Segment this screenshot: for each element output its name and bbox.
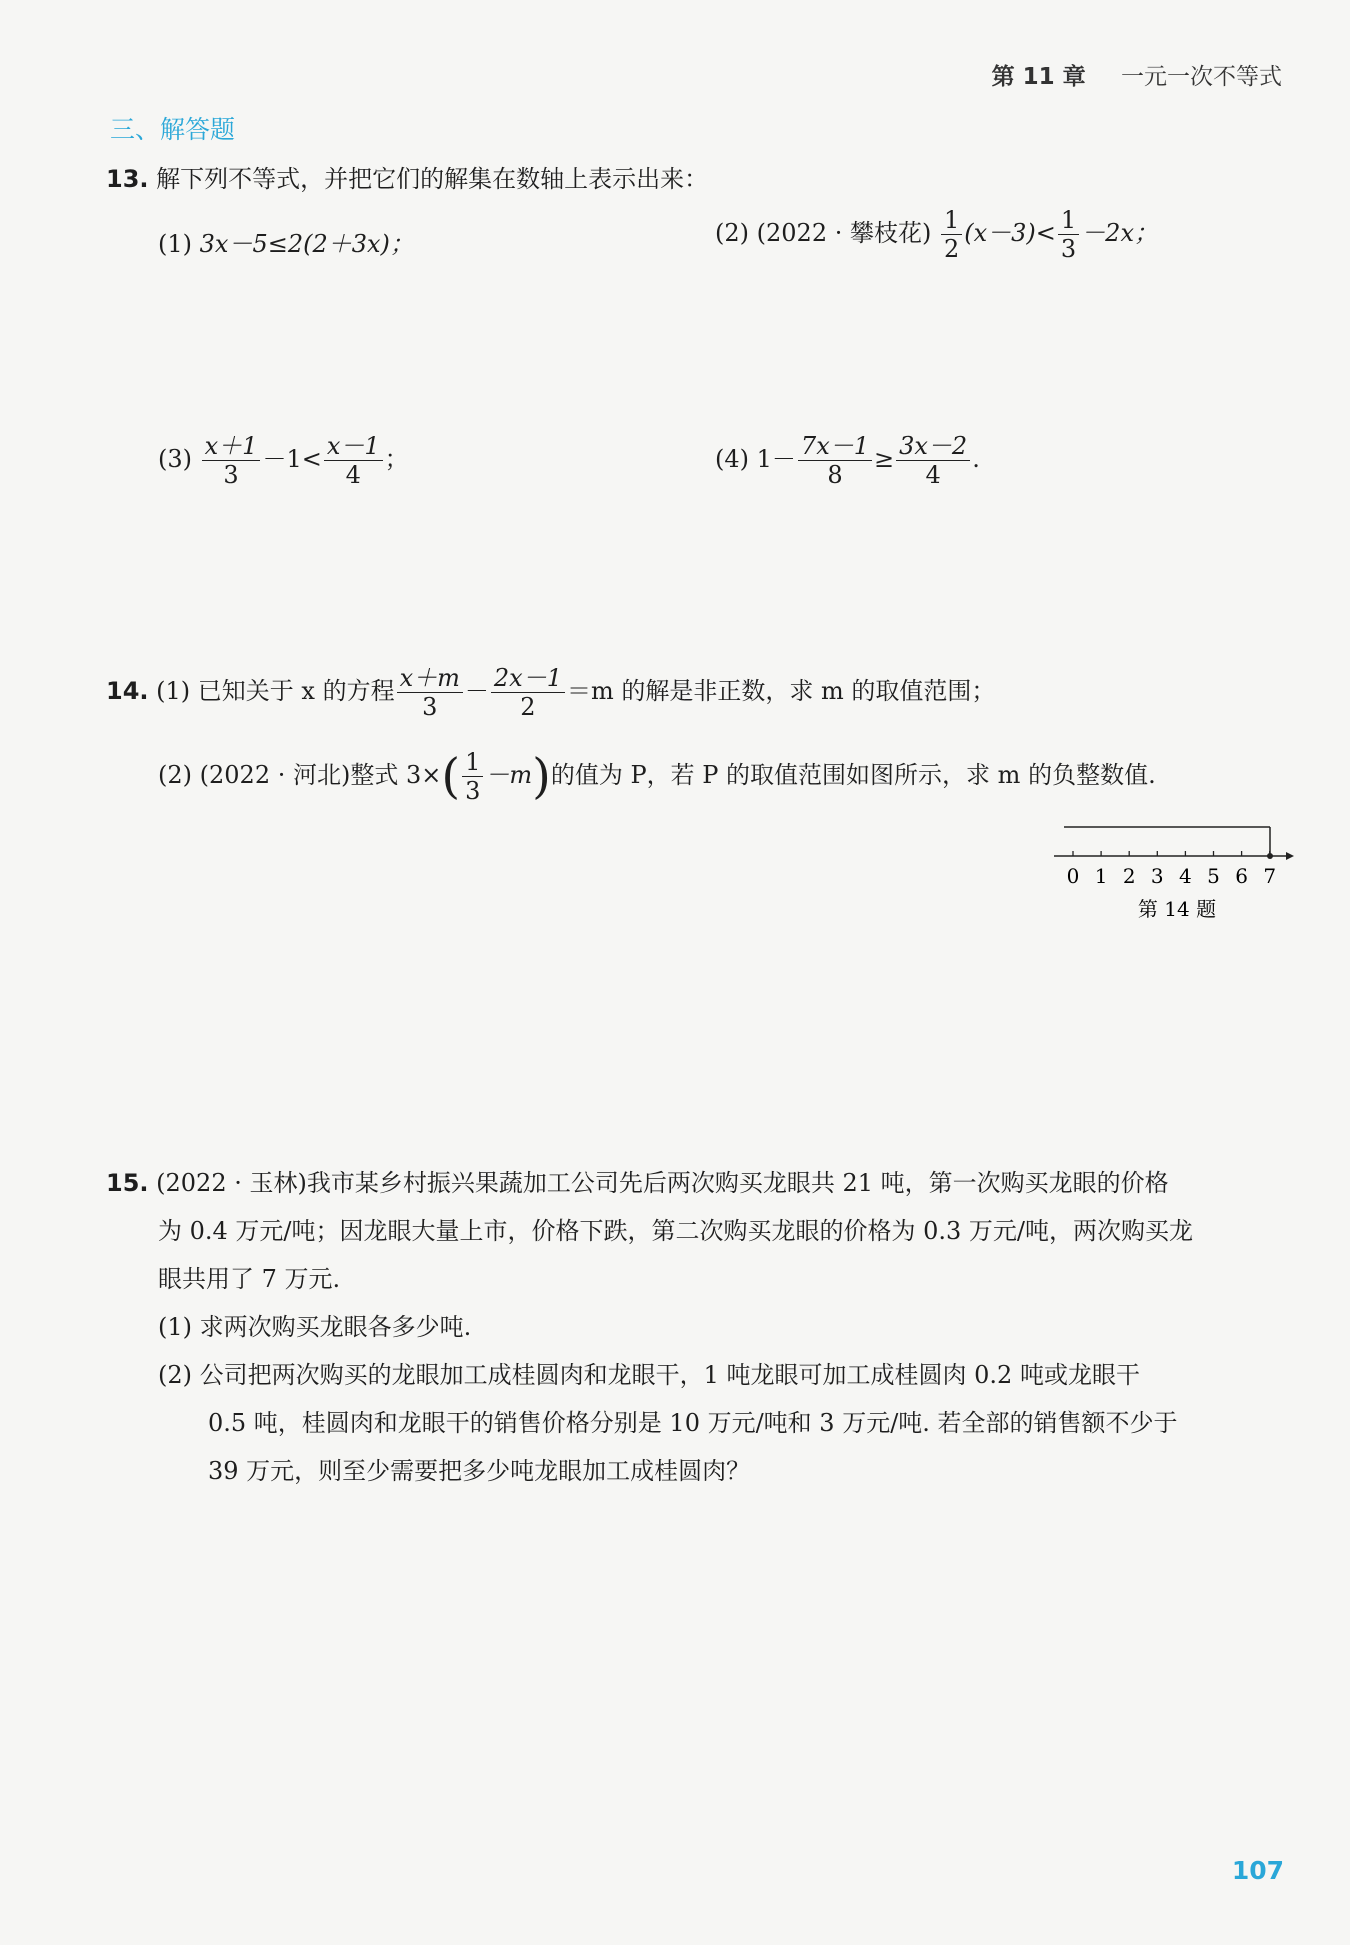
axis-tick-label: 7: [1263, 864, 1277, 888]
q14-part-1: [106, 664, 995, 721]
fraction: $\frac{x-1}{4}$: [324, 432, 383, 489]
fraction: $\frac{1}{3}$: [462, 748, 483, 805]
q15-part-2-line-3: 39 万元，则至少需要把多少吨龙眼加工成桂圆肉？: [208, 1457, 751, 1485]
number-line-figure: [1050, 815, 1300, 930]
chapter-title: 一元一次不等式: [1121, 64, 1282, 90]
expr-part: .: [972, 445, 980, 473]
source-tag: (2022 · 攀枝花): [756, 219, 932, 247]
section-title: 三、解答题: [110, 115, 236, 144]
expr-part: ＝m 的解是非正数，求 m 的取值范围；: [566, 677, 996, 705]
expr-part: 的值为 P，若 P 的取值范围如图所示，求 m 的负整数值.: [550, 761, 1156, 789]
axis-tick-label: 2: [1122, 864, 1136, 888]
fraction: $\frac{2x-1}{2}$: [491, 664, 565, 721]
fraction: $\frac{1}{3}$: [1058, 206, 1079, 263]
expr-part: －2x；: [1081, 219, 1158, 247]
question-text: (2022 · 玉林)我市某乡村振兴果蔬加工公司先后两次购买龙眼共 21 吨，第一次购买龙眼的价格: [156, 1169, 1169, 1197]
question-number: 13.: [106, 165, 149, 193]
fraction: $\frac{1}{2}$: [941, 206, 962, 263]
q15-part-2-line-1: (2) 公司把两次购买的龙眼加工成桂圆肉和龙眼干，1 吨龙眼可加工成桂圆肉 0.2 吨或龙眼干: [158, 1361, 1140, 1389]
left-paren: (: [441, 748, 461, 805]
part-label: (3): [158, 445, 192, 473]
expr-part: －m: [485, 761, 533, 789]
expr-part: 已知关于 x 的方程: [197, 677, 395, 705]
figure-caption: 第 14 题: [1137, 897, 1217, 921]
question-number: 14.: [106, 677, 149, 705]
fraction: $\frac{7x-1}{8}$: [798, 432, 872, 489]
source-tag: (2022 · 河北): [199, 761, 351, 789]
part-label: (4): [715, 445, 749, 473]
axis-tick-label: 6: [1235, 864, 1248, 888]
fraction: $\frac{x+m}{3}$: [397, 664, 463, 721]
fraction: $\frac{3x-2}{4}$: [896, 432, 970, 489]
question-13-stem: [106, 155, 708, 203]
expr-part: (x－3)<: [964, 219, 1056, 247]
question-text: 解下列不等式，并把它们的解集在数轴上表示出来：: [156, 165, 709, 193]
axis-arrow-icon: [1286, 852, 1294, 860]
q15-line-2: 为 0.4 万元/吨；因龙眼大量上市，价格下跌，第二次购买龙眼的价格为 0.3 万元/吨，两次购买龙: [158, 1217, 1194, 1245]
inequality: 3x－5≤2(2＋3x)；: [199, 230, 414, 258]
part-label: (2): [715, 219, 749, 247]
axis-tick-label: 1: [1094, 864, 1108, 888]
expr-part: ；: [384, 445, 409, 473]
part-label: (2): [158, 761, 192, 789]
expr-part: －1<: [262, 445, 322, 473]
q15-part-1: (1) 求两次购买龙眼各多少吨.: [158, 1313, 472, 1341]
q13-part-3: [158, 432, 409, 489]
part-label: (1): [158, 230, 192, 258]
axis-tick-label: 5: [1207, 864, 1220, 888]
axis-tick-label: 3: [1150, 864, 1164, 888]
axis-tick-label: 0: [1066, 864, 1080, 888]
q13-part-2: [715, 206, 1158, 263]
chapter-number: 第 11 章: [991, 64, 1086, 90]
q15-line-1: [106, 1159, 1169, 1207]
q15-part-2-line-2: 0.5 吨，桂圆肉和龙眼干的销售价格分别是 10 万元/吨和 3 万元/吨. 若全部的销售额不少于: [208, 1409, 1178, 1437]
page-number: 107: [1231, 1856, 1284, 1885]
right-paren: ): [532, 748, 551, 805]
expr-part: 整式 3×: [350, 761, 442, 789]
question-number: 15.: [106, 1169, 149, 1197]
expr-part: －: [464, 677, 489, 705]
q13-part-4: [715, 432, 980, 489]
expr-part: 1－: [756, 445, 796, 473]
q14-part-2: [158, 748, 1156, 805]
expr-part: ≥: [874, 445, 895, 473]
fraction: $\frac{x+1}{3}$: [202, 432, 261, 489]
q15-line-3: 眼共用了 7 万元.: [158, 1265, 341, 1293]
q13-part-1: [158, 220, 414, 268]
page-header: [992, 58, 1282, 91]
axis-tick-label: 4: [1179, 864, 1192, 888]
part-label: (1): [156, 677, 191, 705]
